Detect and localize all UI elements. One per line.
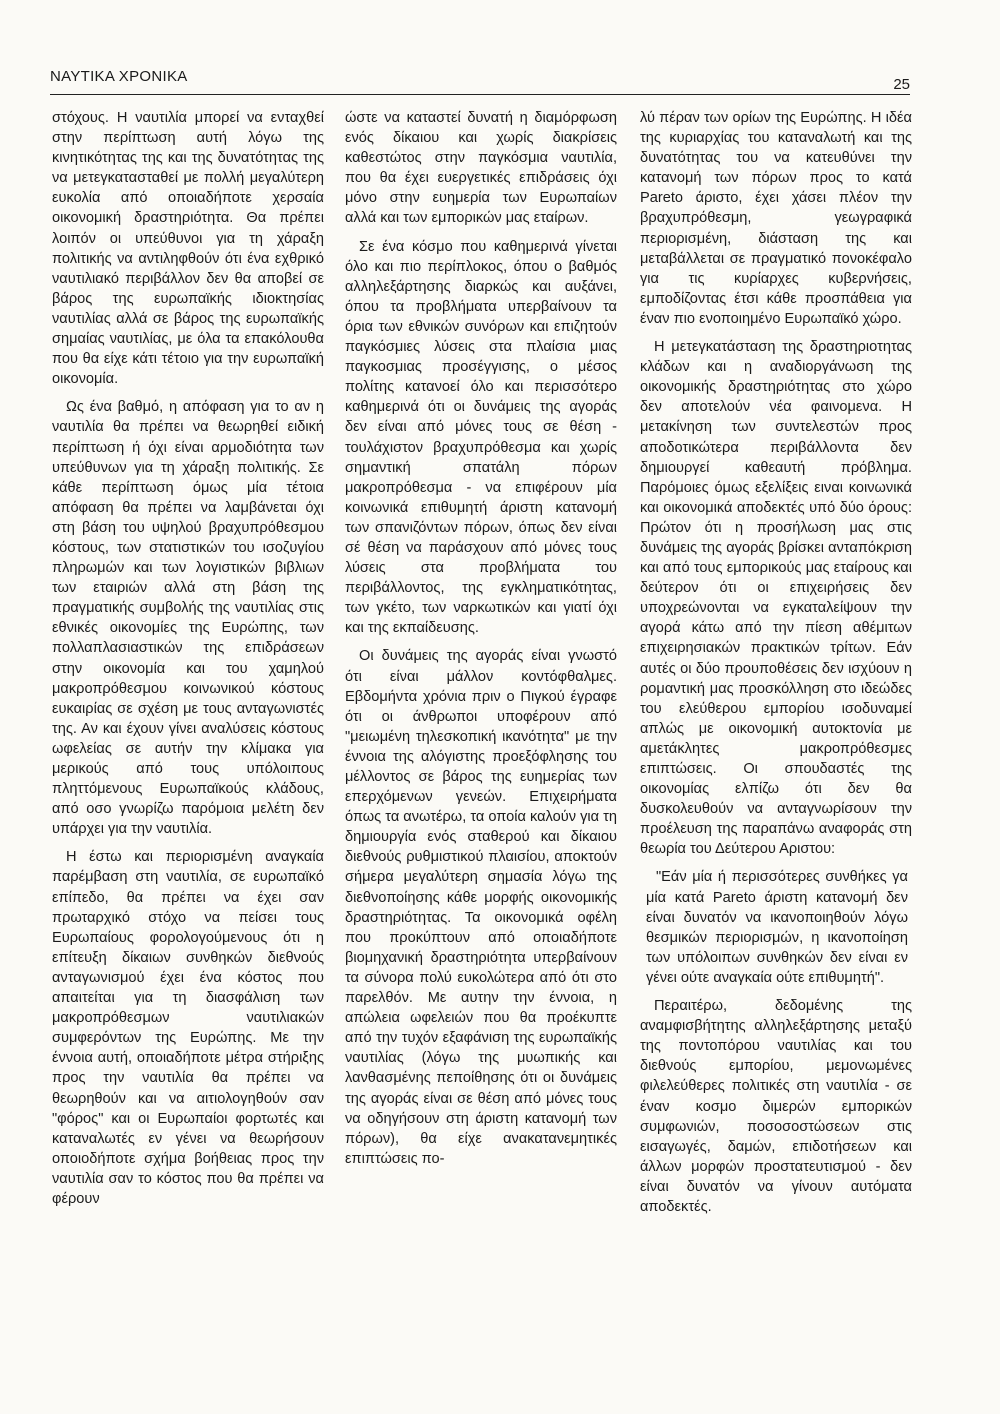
paragraph: στόχους. Η ναυτιλία μπορεί να ενταχθεί στην περίπτωση αυτή λόγω της κινητικότητας της και της δυνατότητας της να μετεγκατασταθεί με πολλή μεγαλύτερη ευκολία από οποιαδήποτε χερσαία οικονομική δραστηριότητα. Θα πρέπει λοιπόν οι υπεύθυνοι για τη χάραξη πολιτικής να αντιληφθούν ότι ένα εχθρικό ναυτιλιακό περιβάλλον δεν θα αποβεί σε βάρος της ευρωπαϊκής ιδιοκτησίας ναυτιλίας αλλά σε βάρος της ευρωπαϊκής σημαίας ναυτιλίας, με όλα τα επακόλουθα που θα είχε κάτι τέτοιο για την ευρωπαϊκή οικονομία. bbox=[52, 110, 324, 388]
paragraph: ώστε να καταστεί δυνατή η διαμόρφωση ενός δίκαιου και χωρίς διακρίσεις καθεστώτος στην παγκόσμια ναυτιλία, που θα έχει ευεργετικές επιδράσεις όχι μόνο στην ευημερία των Ευρωπαίων αλλά και των εμπορικών μας εταίρων. bbox=[345, 110, 617, 227]
paragraph: Σε ένα κόσμο που καθημερινά γίνεται όλο και πιο περίπλοκος, όπου ο βαθμός αλληλεξάρτησης διαρκώς και αυξάνει, όπου τα προβλήματα υπερβαίνουν τα όρια των εθνικών συνόρων και επιζητούν παγκόσμιες λύσεις στα πλαίσια μιας παγκοσμιας προσέγγισης, ο μέσος πολίτης κατανοεί όλο και περισσότερο καθημερινά ότι οι δυνάμεις της αγοράς δεν είναι από μόνες τους σε θέση - τουλάχιστον βραχυπρόθεσμα και χωρίς σημαντική σπατάλη πόρων μακροπρόθεσμα - να επιφέρουν μία κοινωνικά επιθυμητή άριστη κατανομή των σπανιζόντων πόρων, όπως δεν είναι σέ θέση να παράσχουν από μόνες τους λύσεις στα προβλήματα του περιβάλλοντος, της εγκληματικότητας, των γκέτο, των ναρκωτικών και γιατί όχι και της εκπαίδευσης. bbox=[345, 238, 617, 637]
text-column-3 bbox=[640, 108, 912, 1225]
text-column-1 bbox=[52, 108, 324, 1217]
text-column-2 bbox=[345, 108, 617, 1177]
paragraph: Η μετεγκατάσταση της δραστηριοτητας κλάδων και η αναδιοργάνωση της οικονομικής δραστηριότητας στο χώρο δεν αποτελούν νέα φαινομενα. Η μετακίνηση των συντελεστών προς αποδοτικώτερα περιβάλλοντα δεν δημιουργεί καθεαυτή πρόβλημα. Παρόμοιες όμως εξελίξεις ειναι κοινωνικά και οικονομικά αποδεκτές υπό δύο όρους: Πρώτον ότι η προσήλωση μας στις δυνάμεις της αγοράς βρίσκει ανταπόκριση και από τους εμπορικούς μας εταίρους και δεύτερον ότι οι επιχειρήσεις δεν υποχρεώνονται να εγκαταλείψουν την αγορά κάτω από την πίεση αθέμιτων επιχειρησιακών πρακτικών τρίτων. Εάν αυτές οι δύο προυποθέσεις δεν ισχύουν η ρομαντική μας προσκόλληση στο ιδεώδες του ελεύθερου εμπορίου ισοδυναμεί απλώς με οικονομική αυτοκτονία με αμετάκλητες μακροπρόθεσμες επιπτώσεις. Οι σπουδαστές της οικονομίας ελπίζω ότι δεν θα δυσκολευθούν να ανταγνωρίσουν την προέλευση της παραπάνω αναφοράς στη θεωρία του Δεύτερου Αριστου: bbox=[640, 339, 912, 858]
paragraph: Ως ένα βαθμό, η απόφαση για το αν η ναυτιλία θα πρέπει να θεωρηθεί ειδική περίπτωση ή όχι είναι αρμοδιότητα των υπεύθυνων για τη χάραξη πολιτικής. Σε κάθε περίπτωση όμως μία τέτοια απόφαση θα πρέπει να λαμβάνεται όχι στη βάση του υψηλού βραχυπρόθεσμου κόστους, των στατιστικών του ισοζυγίου πληρωμών και των λογιστικών βιβλιων των εταιριών αλλά στη βάση της πραγματικής συμβολής της ναυτιλίας στις εθνικές οικονομίες της Ευρώπης, των πολλαπλασιαστικών της επιδράσεων στην οικονομία και του χαμηλού μακροπρόθεσμου κοινωνικού κόστους ευκαιρίας σε σχέση με τους ανταγωνιστές της. Αν και έχουν γίνει αναλύσεις κόστους ωφελείας σε αυτήν την κλίμακα για μερικούς από τους υπόλοιπους πληττόμενους Ευρωπαϊκούς κλάδους, από οσο γνωρίζω παρόμοια μελέτη δεν υπάρχει για την ναυτιλία. bbox=[52, 399, 324, 838]
page-number: 25 bbox=[893, 76, 910, 93]
paragraph: Περαιτέρω, δεδομένης της αναμφισβήτητης αλληλεξάρτησης μεταξύ της ποντοπόρου ναυτιλίας και του διεθνούς εμπορίου, μεμονωμένες φιλελεύθερες πολιτικές στη ναυτιλία - σε έναν κοσμο διμερών εμπορικών συμφωνιών, ποσοσοστώσεων στις εισαγωγές, δαμών, επιδοτήσεων και άλλων μορφών προστατευτισμού - δεν είναι δυνατόν να γίνουν αυτόματα αποδεκτές. bbox=[640, 998, 912, 1215]
running-header bbox=[50, 64, 910, 94]
paragraph: Οι δυνάμεις της αγοράς είναι γνωστό ότι είναι μάλλον κοντόφθαλμες. Εβδομήντα χρόνια πριν ο Πιγκού έγραφε ότι οι άνθρωποι υποφέρουν από "μειωμένη τηλεσκοπική ικανότητα" με την έννοια της αλόγιστης προεξόφλησης του μέλλοντος σε βάρος της ευημερίας των επερχόμενων γενεών. Επιχειρήματα όπως τα ανωτέρω, τα οποία καλούν για τη δημιουργία ενός σταθερού και δίκαιου διεθνούς ρυθμιστικού πλαισίου, αποκτούν σήμερα μεγαλύτερη σημασία λόγω της διεθνοποίησης κάθε μορφής οικονομικής δραστηριότητας. Τα οικονομικά οφέλη που προκύπτουν από οποιαδήποτε βιομηχανική δραστηριότητα υπερβαίνουν τα σύνορα πολύ ευκολώτερα από ότι στο παρελθόν. Με αυτην την έννοια, η απώλεια ωφελειών που θα προέκυπτε από την τυχόν εξαφάνιση της ευρωπαϊκής ναυτιλίας (λόγω της μυωπικής και λανθασμένης πεποίθησης ότι οι δυνάμεις της αγοράς είναι σε θέση από μόνες τους να οδηγήσουν στη άριστη κατανομή των πόρων), θα είχε ανακατανεμητικές επιπτώσεις πο- bbox=[345, 648, 617, 1167]
block-quote: "Εάν μία ή περισσότερες συνθήκες γα μία κατά Pareto άριστη κατανομή δεν είναι δυνατόν να ικανοποιηθούν λόγω θεσμικών περιορισμών, η ικανοποίηση των υπόλοιπων συνθηκών δεν είναι εν γένει ούτε αναγκαία ούτε επιθυμητή". bbox=[646, 869, 908, 986]
header-divider bbox=[50, 94, 910, 95]
paragraph: λύ πέραν των ορίων της Ευρώπης. Η ιδέα της κυριαρχίας του καταναλωτή και της δυνατότητας του να κατευθύνει την κατανομή των πόρων προς το κατά Pareto άριστο, έχει χάσει πλέον την βραχυπρόθεσμη, γεωγραφικά περιορισμένη, διάσταση της και μεταβάλλεται σε πραγματικό πονοκέφαλο για τις κυρίαρχες κυβερνήσεις, εμποδίζοντας έτσι κάθε προσπάθεια για έναν πιο ενοποιημένο Ευρωπαϊκό χώρο. bbox=[640, 110, 912, 327]
paragraph: Η έστω και περιορισμένη αναγκαία παρέμβαση στη ναυτιλία, σε ευρωπαϊκό επίπεδο, θα πρέπει να έχει σαν πρωταρχικό στόχο να πείσει τους Ευρωπαίους φορολογούμενους ότι η επίτευξη δίκαιων συνθηκών διεθνούς ανταγωνισμού έχει ένα κόστος που απαιτείται για τη διασφάλιση των μακροπρόθεσμων ναυτιλιακών συμφερόντων της Ευρώπης. Με την έννοια αυτή, οποιαδήποτε μέτρα στήριξης προς την ναυτιλία θα πρέπει να θεωρηθούν και να αιτιολογηθούν σαν "φόρος" και οι Ευρωπαίοι φορτωτές και καταναλωτές εν γένει να θεωρήσουν οποιοδήποτε σχήμα βοήθειας προς την ναυτιλία σαν το κόστος που θα πρέπει να φέρουν bbox=[52, 849, 324, 1207]
article-body bbox=[52, 108, 912, 1388]
journal-title: ΝΑΥΤΙΚΑ ΧΡΟΝΙΚΑ bbox=[50, 68, 188, 85]
